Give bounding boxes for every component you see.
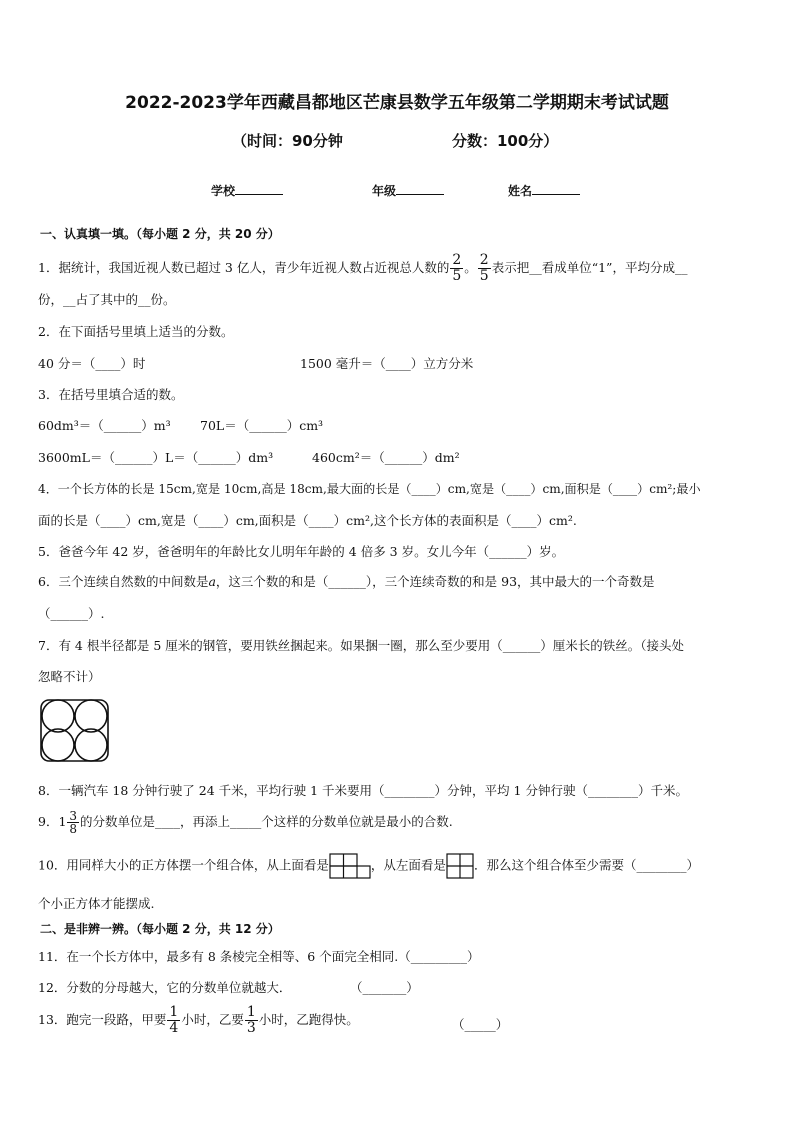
q13-fraction-1: $\frac{1}{4}$ [169,1004,179,1036]
q13-text-c: 小时，乙跑得快。 [258,1012,359,1027]
question-4: 4．一个长方体的长是 15cm,宽是 10cm,高是 18cm,最大面的长是（____）cm,宽是（____）cm,面积是（____）cm²;最小 [38,482,701,496]
q9-text-a: 9．1 [38,814,67,829]
q13-text-a: 13．跑完一段路，甲要 [38,1012,167,1027]
question-12: 12．分数的分母越大，它的分数单位就越大． [38,980,292,995]
question-2: 2．在下面括号里填上适当的分数。 [38,324,234,339]
question-9 [38,810,453,835]
page-title: 2022-2023学年西藏昌都地区芒康县数学五年级第二学期期末考试试题 [125,93,669,113]
q13-fraction-2: $\frac{1}{3}$ [246,1004,256,1036]
q3-row1-a: 60dm³＝（______）m³ [38,418,171,433]
q13-text-b: 小时，乙要 [181,1012,244,1027]
pipe-circle [42,700,74,732]
q6-variable: a [208,574,216,589]
q6-text-b: ，这三个数的和是（______），三个连续奇数的和是 93，其中最大的一个奇数是 [215,574,655,589]
q3-row2-b: 460cm²＝（______）dm² [312,450,460,465]
pipe-circle [75,729,107,761]
q3-row2-a: 3600mL＝（______）L＝（______）dm³ [38,450,274,465]
question-1 [38,253,687,284]
q3-row1-b: 70L＝（______）cm³ [200,418,324,433]
q1-fraction: $\frac{2}{5}$ [452,252,462,284]
school-label: 学校 [211,184,236,198]
q10-text-b: ，从左面看是 [370,857,446,873]
q2-right: 1500 毫升＝（____）立方分米 [300,356,474,371]
q10-text-a: 10．用同样大小的正方体摆一个组合体，从上面看是 [38,857,329,873]
q2-left: 40 分＝（____）时 [38,356,146,371]
top-view-grid [329,853,371,879]
question-5: 5．爸爸今年 42 岁，爸爸明年的年龄比女儿明年年龄的 4 倍多 3 岁。女儿今年（______）岁。 [38,544,565,559]
left-view-grid [446,853,474,879]
exam-time: （时间：90分钟 [232,132,343,150]
grade-field[interactable] [372,182,444,199]
pipe-circle [42,729,74,761]
q6-text-a: 6．三个连续自然数的中间数是 [38,574,209,589]
grade-label: 年级 [372,184,397,198]
question-8: 8．一辆汽车 18 分钟行驶了 24 千米，平均行驶 1 千米要用（________）分钟，平均 1 分钟行驶（________）千米。 [38,783,688,798]
question-3: 3．在括号里填合适的数。 [38,387,184,402]
q1-text-a: 1．据统计，我国近视人数已超过 3 亿人，青少年近视人数占近视总人数的 [38,260,450,275]
q9-fraction: $\frac{3}{8}$ [69,809,78,836]
question-7-line-2: 忽略不计） [38,669,101,684]
steel-pipes-bundle-figure [38,697,112,765]
school-blank[interactable] [235,183,283,195]
question-10 [38,853,699,879]
question-4-line-2: 面的长是（____）cm,宽是（____）cm,面积是（____）cm²,这个长方体的表面积是（____）cm². [38,513,577,528]
school-field[interactable] [211,182,283,199]
exam-score: 分数：100分） [452,132,559,150]
section-1-heading: 一、认真填一填。（每小题 2 分，共 20 分） [40,227,280,241]
grade-blank[interactable] [396,183,444,195]
question-7: 7．有 4 根半径都是 5 厘米的钢管，要用铁丝捆起来。如果捆一圈，那么至少要用（______）厘米长的铁丝。（接头处 [38,638,685,653]
pipe-circle [75,700,107,732]
q1-text-c: 表示把__看成单位“1”，平均分成__ [491,260,688,275]
section-2-heading: 二、是非辨一辨。（每小题 2 分，共 12 分） [40,922,280,936]
question-13 [38,1005,359,1036]
question-11: 11．在一个长方体中，最多有 8 条棱完全相等、6 个面完全相同.（_________） [38,949,480,964]
question-6 [38,572,655,590]
q9-text-b: 的分数单位是____，再添上_____个这样的分数单位就是最小的合数. [80,814,453,829]
question-1-line-2: 份，__占了其中的__份。 [38,292,176,307]
name-label: 姓名 [508,184,533,198]
q12-answer-blank[interactable]: （_______） [350,980,419,995]
question-10-line-2: 个小正方体才能摆成. [38,896,155,911]
q1-text-b: 。 [464,260,477,275]
question-6-line-2: （______）. [38,606,105,621]
name-blank[interactable] [532,183,580,195]
name-field[interactable] [508,182,580,199]
q10-text-c: ．那么这个组合体至少需要（________） [473,857,699,873]
q13-answer-blank[interactable]: （_____） [452,1017,509,1032]
q1-fraction-2: $\frac{2}{5}$ [479,252,489,284]
